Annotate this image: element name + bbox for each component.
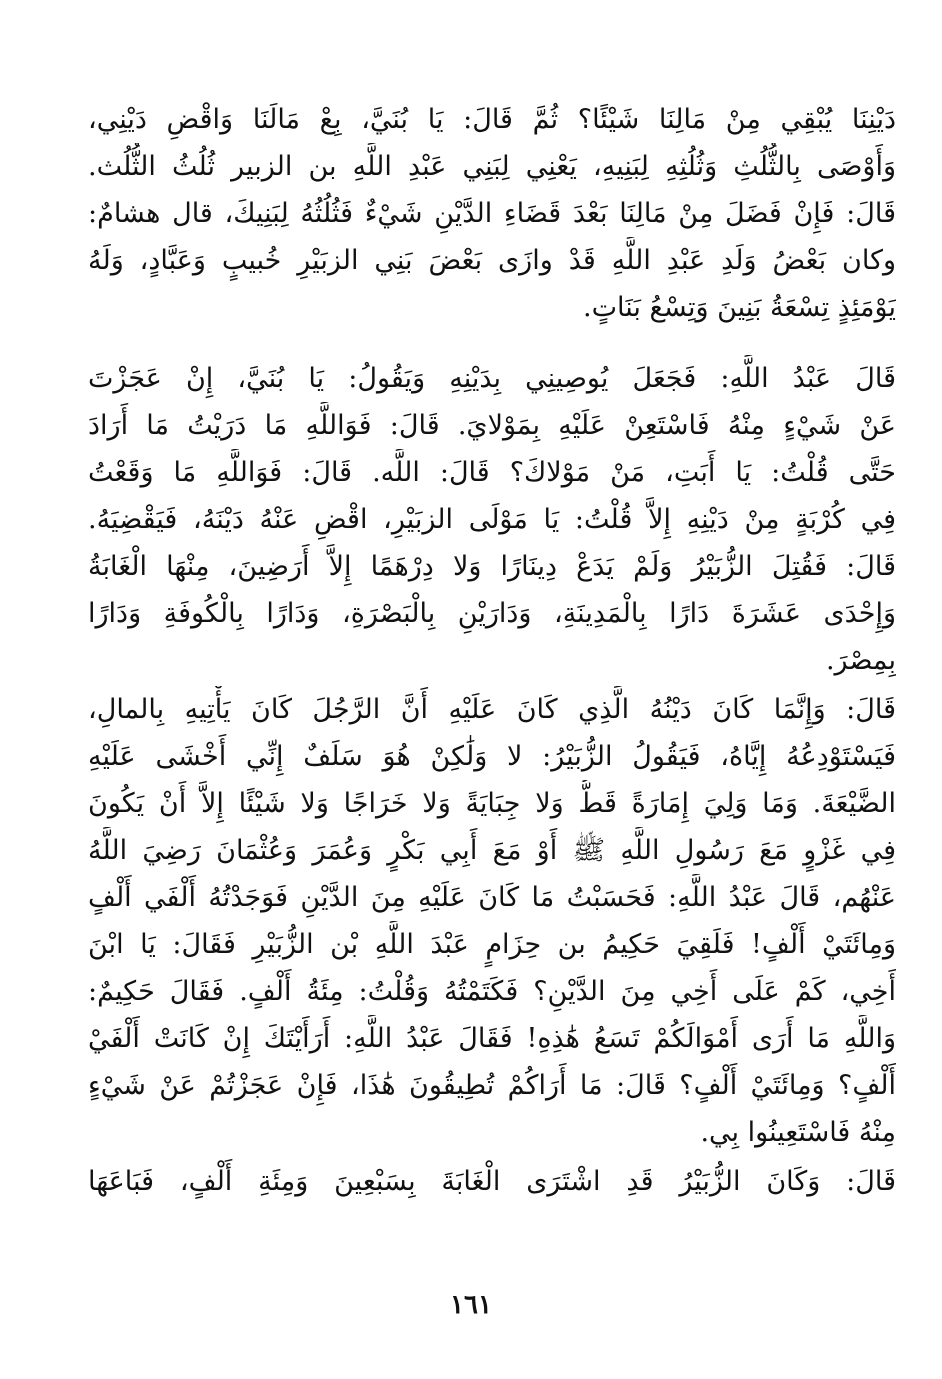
text-line: عَنْ شَيْءٍ مِنْهُ فَاسْتَعِنْ عَلَيْهِ بِمَوْلايَ. قَالَ: فَوَاللَّهِ مَا دَرَيْتُ مَا أَرَادَ [88, 410, 896, 441]
text-line: مِنْهُ فَاسْتَعِينُوا بِي. [700, 1117, 896, 1148]
text-line: يَوْمَئِذٍ تِسْعَةُ بَنِينَ وَتِسْعُ بَنَاتٍ. [583, 292, 896, 323]
text-line: قَالَ: فَإِنْ فَضَلَ مِنْ مَالِنَا بَعْدَ قَضَاءِ الدَّيْنِ شَيْءٌ فَثُلُثُهُ لِبَنِيكَ، قال هشامٌ: [88, 198, 896, 229]
text-line: حَتَّى قُلْتُ: يَا أَبَتِ، مَنْ مَوْلاكَ؟ قَالَ: اللَّه. قَالَ: فَوَاللَّهِ مَا وَقَعْتُ [88, 457, 896, 488]
paragraph-1 [88, 96, 896, 331]
page-number: ١٦١ [450, 1290, 492, 1320]
text-line: بِمِصْرَ. [825, 645, 896, 676]
paragraph-spacer [88, 331, 896, 355]
text-line: دَيْنِنَا يُبْقِي مِنْ مَالِنَا شَيْئًا؟ ثُمَّ قَالَ: يَا بُنَيَّ، بِعْ مَالَنَا وَاقْضِ دَيْنِي، [88, 104, 896, 135]
text-line: وَاللَّهِ مَا أَرَى أَمْوَالَكُمْ تَسَعُ هَٰذِهِ! فَقَالَ عَبْدُ اللَّهِ: أَرَأَيْتَكَ إِنْ كَانَتْ أَلْفَيْ [88, 1023, 896, 1054]
text-line: قَالَ عَبْدُ اللَّهِ: فَجَعَلَ يُوصِينِي بِدَيْنِهِ وَيَقُولُ: يَا بُنَيَّ، إِنْ عَجَزْتَ [88, 363, 896, 394]
text-line: قَالَ: وَإِنَّمَا كَانَ دَيْنُهُ الَّذِي كَانَ عَلَيْهِ أَنَّ الرَّجُلَ كَانَ يَأْتِيهِ بِالمالِ، [88, 694, 896, 725]
paragraph-3 [88, 686, 896, 1156]
page-body [88, 96, 896, 1205]
text-line: قَالَ: وَكَانَ الزُّبَيْرُ قَدِ اشْتَرَى الْغَابَةَ بِسَبْعِينَ وَمِئَةِ أَلْفٍ، فَبَاعَهَا [88, 1166, 896, 1197]
text-line: وَأَوْصَى بِالثُّلُثِ وَثُلُثِهِ لِبَنِيهِ، يَعْنِي لِبَنِي عَبْدِ اللَّهِ بن الزبير ثُلُثُ الثُّلُث. [88, 151, 896, 182]
text-line: فَيَسْتَوْدِعُهُ إِيَّاهُ، فَيَقُولُ الزُّبَيْرُ: لا وَلَٰكِنْ هُوَ سَلَفٌ إِنِّي أَخْشَى عَلَيْهِ [88, 741, 896, 772]
text-line: الضَّيْعَةَ. وَمَا وَلِيَ إِمَارَةً قَطُّ وَلا جِبَايَةً وَلا خَرَاجًا وَلا شَيْئًا إِلاَّ أَنْ يَكُونَ [88, 788, 896, 819]
text-line: قَالَ: فَقُتِلَ الزُّبَيْرُ وَلَمْ يَدَعْ دِينَارًا وَلا دِرْهَمًا إِلاَّ أَرَضِينَ، مِنْهَا الْغَابَةُ [88, 551, 896, 582]
text-line: وَإِحْدَى عَشَرَةَ دَارًا بِالْمَدِينَةِ، وَدَارَيْنِ بِالْبَصْرَةِ، وَدَارًا بِالْكُوفَةِ وَدَارًا [88, 598, 896, 629]
text-line: أَلْفٍ؟ وَمِائَتَيْ أَلْفٍ؟ قَالَ: مَا أَرَاكُمْ تُطِيقُونَ هَٰذَا، فَإِنْ عَجَزْتُمْ عَنْ شَيْءٍ [88, 1070, 896, 1101]
text-line: أَخِي، كَمْ عَلَى أَخِي مِنَ الدَّيْنِ؟ فَكَتَمْتُهُ وَقُلْتُ: مِئَةُ أَلْفٍ. فَقَالَ حَكِيمٌ: [88, 976, 896, 1007]
paragraph-4 [88, 1158, 896, 1205]
text-line: وكان بَعْضُ وَلَدِ عَبْدِ اللَّهِ قَدْ وازَى بَعْضَ بَنِي الزبَيْرِ خُبيبٍ وَعَبَّادٍ، وَلَهُ [88, 245, 896, 276]
text-line: فِي غَزْوٍ مَعَ رَسُولِ اللَّهِ ﷺ أَوْ مَعَ أَبِي بَكْرٍ وَعُمَرَ وَعُثْمَانَ رَضِيَ اللَّهُ [88, 835, 896, 866]
text-line: فِي كُرْبَةٍ مِنْ دَيْنِهِ إِلاَّ قُلْتُ: يَا مَوْلَى الزبَيْرِ، اقْضِ عَنْهُ دَيْنَهُ، فَيَقْضِيَهُ. [88, 504, 896, 535]
text-line: وَمِائَتَيْ أَلْفٍ! فَلَقِيَ حَكِيمُ بن حِزَامٍ عَبْدَ اللَّهِ بْن الزُّبَيْرِ فَقَالَ: يَا ابْنَ [88, 929, 896, 960]
paragraph-2 [88, 355, 896, 684]
text-line: عَنْهُم، قَالَ عَبْدُ اللَّهِ: فَحَسَبْتُ مَا كَانَ عَلَيْهِ مِنَ الدَّيْنِ فَوَجَدْتُهُ أَلْفَي أَلْفٍ [88, 882, 896, 913]
